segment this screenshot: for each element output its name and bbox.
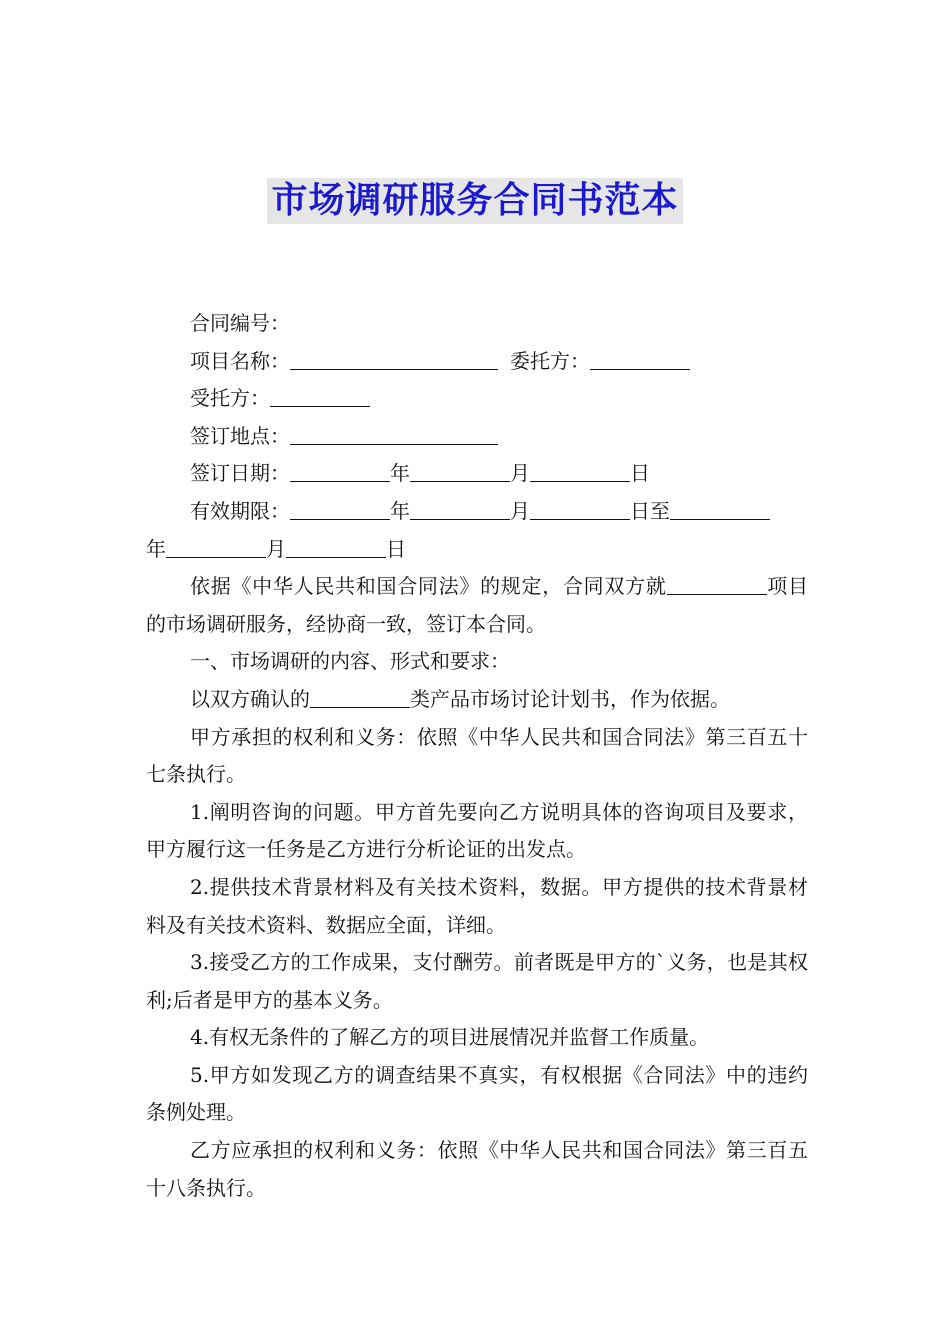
sign-month-text: 月 [510,461,530,486]
valid-to-month-text: 月 [266,536,286,561]
contract-no-line [146,305,808,343]
sign-place-line [146,418,808,456]
basis-text-b: 项目的市场调研服务，经协商一致，签订本合同。 [146,574,809,636]
confirm-text-b: 类产品市场讨论计划书，作为依据。 [410,686,730,711]
confirm-blank [310,685,410,708]
valid-from-year-blank [290,497,390,520]
validity-line [146,493,808,531]
document-title: 市场调研服务合同书范本 [267,178,682,224]
sign-month-blank [410,459,510,482]
valid-to-text: 日至 [630,498,670,523]
validity-line-cont [146,531,808,569]
valid-from-month-blank [410,497,510,520]
duty-item-1: 1.阐明咨询的问题。甲方首先要向乙方说明具体的咨询项目及要求，甲方履行这一任务是乙方进行分析论证的出发点。 [146,799,808,862]
duty-item-5: 5.甲方如发现乙方的调查结果不真实，有权根据《合同法》中的违约条例处理。 [146,1062,808,1125]
sign-date-label: 签订日期： [190,461,290,486]
basis-paragraph [146,568,808,643]
client-label: 委托方： [510,348,590,373]
valid-to-month-blank [166,535,266,558]
sign-date-line [146,455,808,493]
sign-place-blank [290,422,498,445]
project-name-line [146,343,808,381]
valid-to-day-blank [286,535,386,558]
section-1-heading [146,643,808,681]
project-name-blank [290,347,498,370]
valid-from-month-text: 月 [510,498,530,523]
contract-no-label: 合同编号： [190,311,290,335]
party-b-duties-paragraph: 乙方应承担的权利和义务：依照《中华人民共和国合同法》第三百五十八条执行。 [146,1138,808,1200]
basis-project-blank [667,572,767,595]
sign-year-text: 年 [390,461,410,486]
project-name-label: 项目名称： [190,348,290,373]
trustee-blank [270,384,370,407]
valid-from-year-text: 年 [390,498,410,523]
valid-to-day-text: 日 [386,536,406,561]
duty-item-3: 3.接受乙方的工作成果，支付酬劳。前者既是甲方的`义务，也是其权利;后者是甲方的基本义务。 [146,950,808,1012]
title-container [0,178,950,224]
validity-label: 有效期限： [190,498,290,523]
trustee-label: 受托方： [190,386,270,411]
valid-to-year-text: 年 [146,536,166,561]
duty-item-4: 4.有权无条件的了解乙方的项目进展情况并监督工作质量。 [190,1025,710,1050]
sign-place-label: 签订地点： [190,423,290,448]
basis-text-a: 依据《中华人民共和国合同法》的规定，合同双方就 [190,574,667,599]
party-a-duties-paragraph: 甲方承担的权利和义务：依照《中华人民共和国合同法》第三百五十七条执行。 [146,724,808,787]
document-body [146,305,808,1207]
section-1-heading-text: 一、市场调研的内容、形式和要求： [190,649,510,674]
valid-to-year-blank [670,497,770,520]
client-blank [590,347,690,370]
sign-day-blank [530,459,630,482]
trustee-line [146,380,808,418]
valid-from-day-blank [530,497,630,520]
confirm-text-a: 以双方确认的 [190,686,310,711]
sign-day-text: 日 [630,461,650,486]
sign-year-blank [290,459,390,482]
duty-item-2: 2.提供技术背景材料及有关技术资料，数据。甲方提供的技术背景材料及有关技术资料、数据应全面，详细。 [146,874,808,937]
confirm-paragraph [146,681,808,719]
